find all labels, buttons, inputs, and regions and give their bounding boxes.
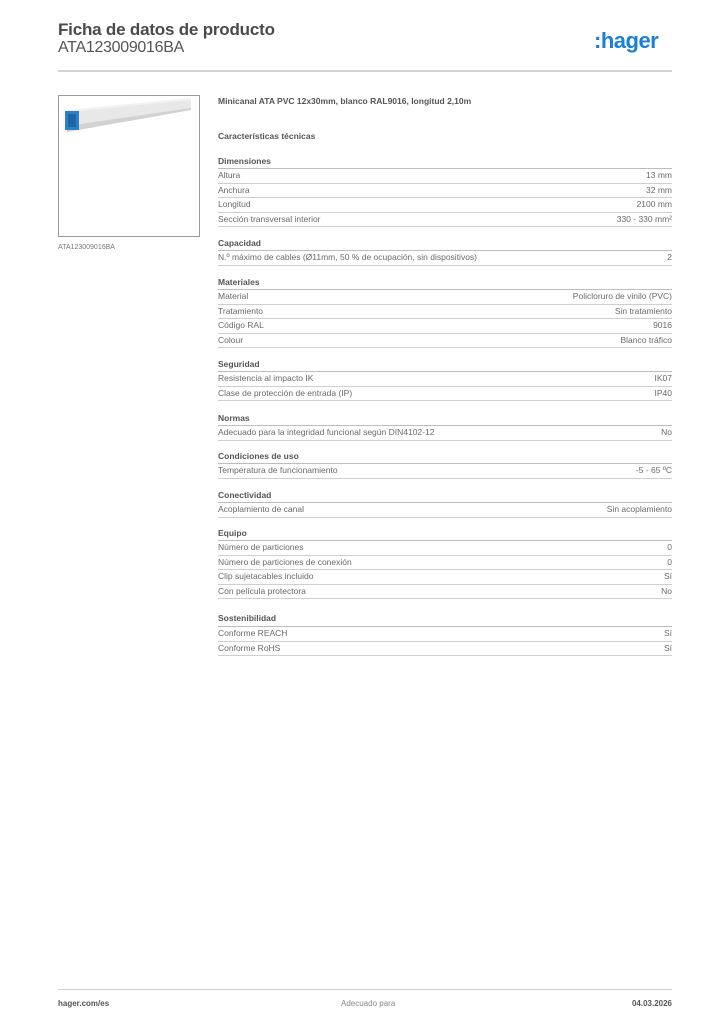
- spec-value: 9016: [653, 320, 672, 330]
- spec-label: Acoplamiento de canal: [218, 504, 305, 514]
- spec-value: Policloruro de vinilo (PVC): [572, 291, 672, 301]
- spec-value: Sin acoplamiento: [606, 504, 672, 514]
- section-heading: Dimensiones: [218, 155, 672, 169]
- spec-row: [218, 426, 672, 441]
- spec-label: Conforme RoHS: [218, 642, 281, 653]
- spec-row: [218, 570, 672, 585]
- spec-label: Colour: [218, 334, 244, 345]
- spec-label: Clase de protección de entrada (IP): [218, 387, 353, 398]
- spec-label: Longitud: [218, 199, 251, 209]
- spec-label: Anchura: [218, 184, 250, 195]
- section-seguridad: [218, 358, 672, 401]
- footer-website: hager.com/es: [58, 999, 110, 1008]
- spec-value: 13 mm: [646, 170, 672, 180]
- section-heading: Capacidad: [218, 237, 672, 251]
- section-sostenibilidad: [218, 611, 672, 656]
- spec-label: Número de particiones de conexión: [218, 556, 352, 567]
- spec-row: [218, 585, 672, 600]
- spec-row: [218, 387, 672, 402]
- spec-row: [218, 305, 672, 320]
- spec-row: [218, 319, 672, 334]
- section-normas: [218, 412, 672, 441]
- spec-row: [218, 541, 672, 556]
- spec-value: Sí: [663, 642, 672, 653]
- footer-date: 04.03.2026: [631, 999, 672, 1008]
- header-divider: [58, 70, 672, 72]
- section-conectividad: [218, 489, 672, 518]
- image-caption: ATA123009016BA: [58, 244, 115, 251]
- spec-label: Conforme REACH: [218, 628, 288, 638]
- spec-value: Blanco tráfico: [620, 334, 672, 345]
- spec-value: Sin tratamiento: [614, 305, 672, 316]
- spec-value: 330 - 330 mm²: [616, 213, 672, 224]
- footer-divider: [58, 989, 672, 990]
- spec-label: Resistencia al impacto IK: [218, 373, 314, 383]
- spec-row: [218, 503, 672, 518]
- section-materiales: [218, 276, 672, 348]
- spec-value: No: [661, 585, 672, 596]
- spec-label: Código RAL: [218, 320, 264, 330]
- spec-row: [218, 556, 672, 571]
- spec-value: Sí: [663, 628, 672, 638]
- spec-label: Adecuado para la integridad funcional según DIN4102-12: [218, 427, 435, 437]
- technical-characteristics-title: Características técnicas: [218, 131, 316, 141]
- spec-label: Tratamiento: [218, 305, 264, 316]
- spec-row: [218, 184, 672, 199]
- cable-trunking-image: [59, 96, 199, 236]
- spec-row: [218, 169, 672, 184]
- spec-row: [218, 627, 672, 642]
- spec-value: -5 - 65 ºC: [635, 465, 672, 475]
- spec-row: [218, 372, 672, 387]
- spec-label: Número de particiones: [218, 542, 304, 552]
- spec-row: [218, 213, 672, 228]
- section-condiciones-de-uso: [218, 450, 672, 479]
- spec-value: 0: [667, 556, 672, 567]
- spec-row: [218, 198, 672, 213]
- spec-row: [218, 642, 672, 657]
- spec-label: Con película protectora: [218, 585, 306, 596]
- footer-center-text: Adecuado para: [341, 999, 396, 1008]
- spec-label: Altura: [218, 170, 241, 180]
- section-dimensiones: [218, 155, 672, 227]
- product-image: [58, 95, 200, 237]
- spec-label: N.º máximo de cables (Ø11mm, 50 % de ocupación, sin dispositivos): [218, 252, 478, 262]
- product-code: ATA123009016BA: [58, 39, 184, 56]
- section-heading: Condiciones de uso: [218, 450, 672, 464]
- section-heading: Seguridad: [218, 358, 672, 372]
- spec-label: Sección transversal interior: [218, 213, 321, 224]
- section-capacidad: [218, 237, 672, 266]
- spec-value: Sí: [663, 571, 672, 581]
- spec-value: 2: [667, 252, 672, 262]
- spec-label: Material: [218, 291, 249, 301]
- spec-row: [218, 290, 672, 305]
- section-heading: Sostenibilidad: [218, 611, 672, 627]
- product-description: Minicanal ATA PVC 12x30mm, blanco RAL9016, longitud 2,10m: [218, 96, 472, 106]
- spec-row: [218, 464, 672, 479]
- spec-value: 0: [667, 542, 672, 552]
- section-heading: Conectividad: [218, 489, 672, 503]
- section-heading: Materiales: [218, 276, 672, 290]
- spec-value: IP40: [654, 387, 672, 398]
- spec-row: [218, 251, 672, 266]
- section-heading: Equipo: [218, 527, 672, 541]
- spec-value: IK07: [654, 373, 672, 383]
- spec-label: Temperatura de funcionamiento: [218, 465, 338, 475]
- spec-value: 2100 mm: [636, 199, 672, 209]
- section-equipo: [218, 527, 672, 599]
- spec-row: [218, 334, 672, 349]
- spec-label: Clip sujetacables incluido: [218, 571, 314, 581]
- hager-logo: :hager: [594, 28, 659, 53]
- page-title: Ficha de datos de producto: [58, 20, 275, 39]
- spec-value: 32 mm: [646, 184, 672, 195]
- section-heading: Normas: [218, 412, 672, 426]
- spec-value: No: [661, 427, 672, 437]
